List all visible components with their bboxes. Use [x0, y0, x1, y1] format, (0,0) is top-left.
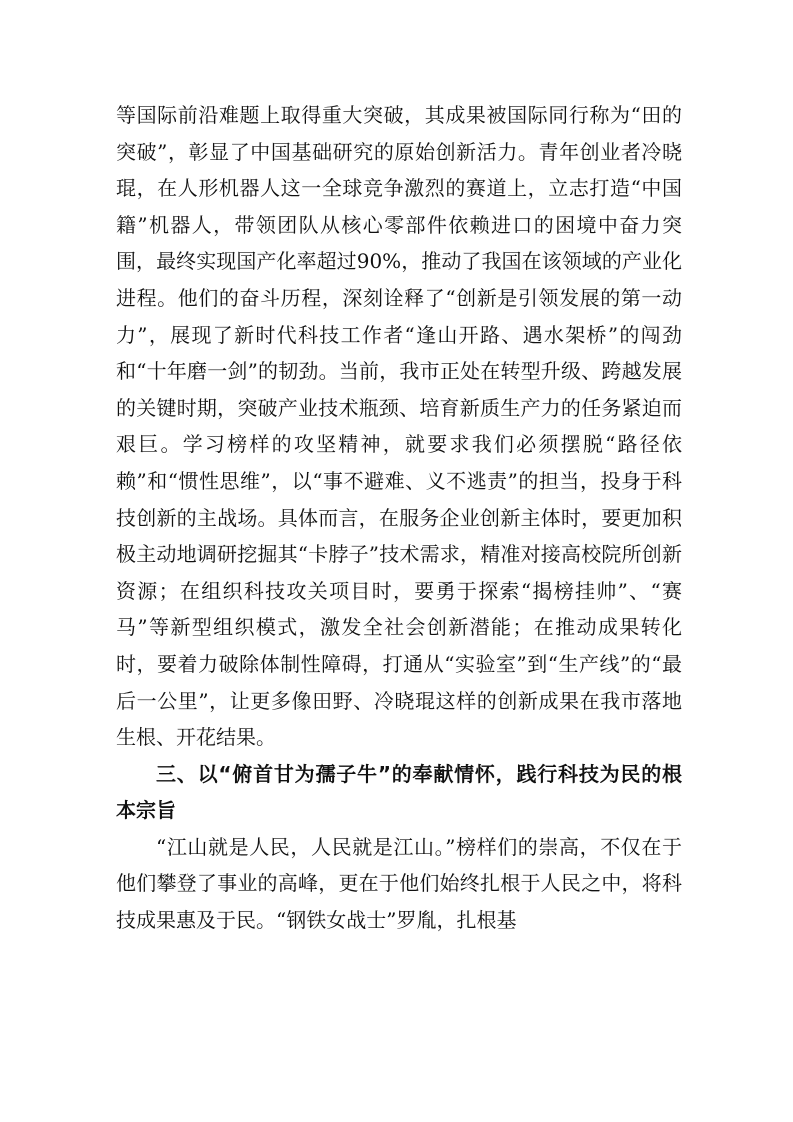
document-body [116, 97, 682, 939]
section-heading: 三、以“俯首甘为孺子牛”的奉献情怀，践行科技为民的根本宗旨 [116, 761, 682, 823]
body-paragraph-continued: 等国际前沿难题上取得重大突破，其成果被国际同行称为“田的突破”，彰显了中国基础研究的原始创新活力。青年创业者冷晓琨，在人形机器人这一全球竞争激烈的赛道上，立志打造“中国籍”机器人，带领团队从核心零部件依赖进口的困境中奋力突围，最终实现国产化率超过90%，推动了我国在该领域的产业化进程。他们的奋斗历程，深刻诠释了“创新是引领发展的第一动力”，展现了新时代科技工作者“逢山开路、遇水架桥”的闯劲和“十年磨一剑”的韧劲。当前，我市正处在转型升级、跨越发展的关键时期，突破产业技术瓶颈、培育新质生产力的任务紧迫而艰巨。学习榜样的攻坚精神，就要求我们必须摆脱“路径依赖”和“惯性思维”，以“事不避难、义不逃责”的担当，投身于科技创新的主战场。具体而言，在服务企业创新主体时，要更加积极主动地调研挖掘其“卡脖子”技术需求，精准对接高校院所创新资源；在组织科技攻关项目时，要勇于探索“揭榜挂帅”、“赛马”等新型组织模式，激发全社会创新潜能；在推动成果转化时，要着力破除体制性障碍，打通从“实验室”到“生产线”的“最后一公里”，让更多像田野、冷晓琨这样的创新成果在我市落地生根、开花结果。 [116, 103, 682, 750]
body-paragraph-next: “江山就是人民，人民就是江山。”榜样们的崇高，不仅在于他们攀登了事业的高峰，更在于他们始终扎根于人民之中，将科技成果惠及于民。“钢铁女战士”罗胤，扎根基 [116, 834, 682, 933]
